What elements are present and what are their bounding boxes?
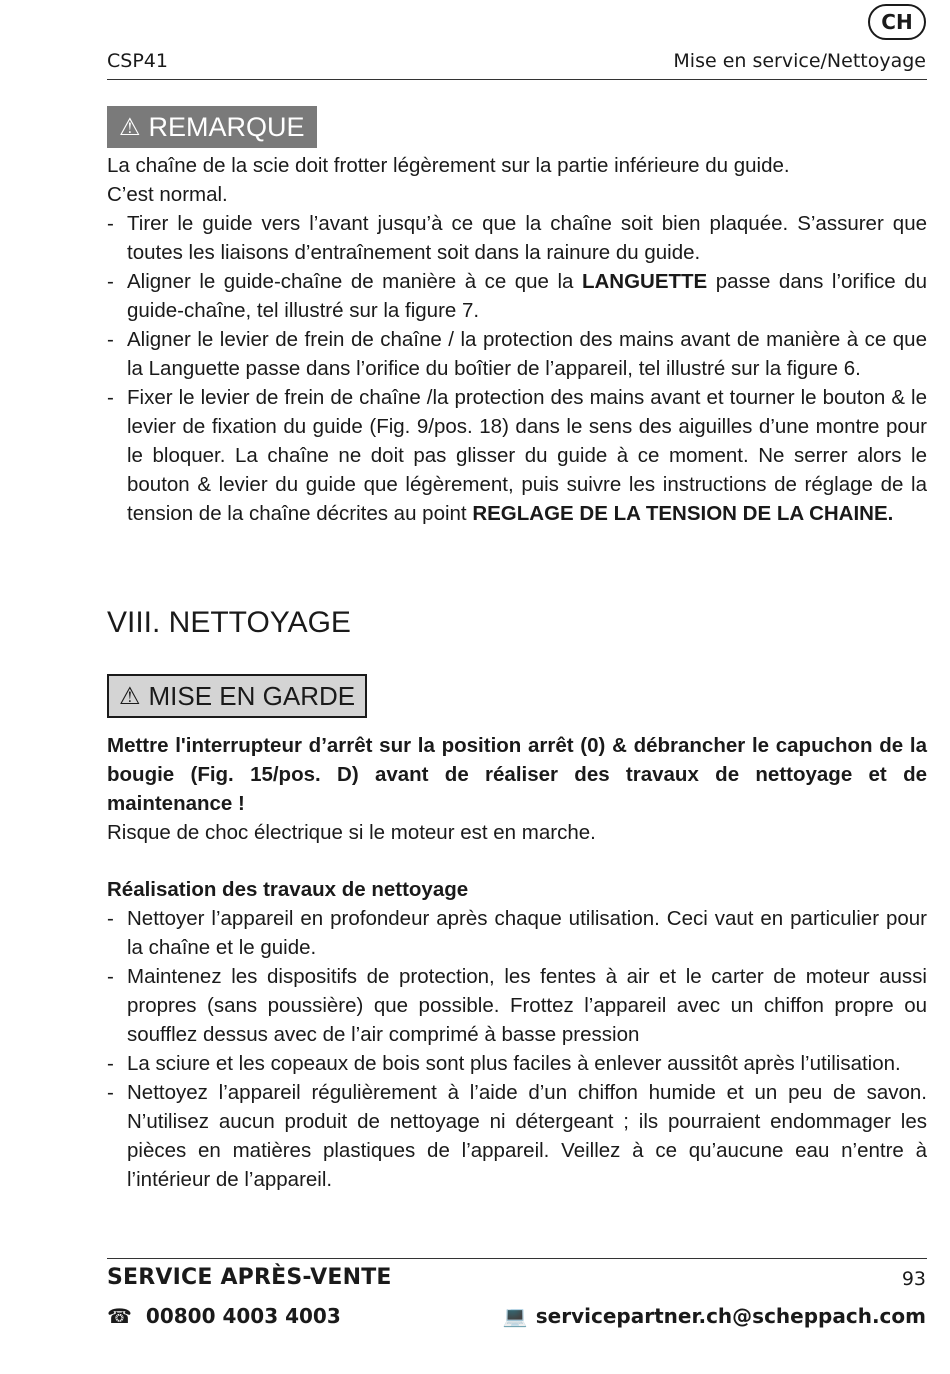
phone-number: 00800 4003 4003	[145, 1304, 341, 1328]
item-text: Aligner le guide-chaîne de manière à ce que la	[127, 270, 582, 293]
list-item	[107, 267, 927, 325]
list-item: - Nettoyez l’appareil régulièrement à l’aide d’un chiffon humide et un peu de savon. N’utilisez aucun produit de nettoyage ni détergeant ; ils pourraient endommager les pièces en matières plastiques de l’appareil. Veillez à ce qu’aucune eau n’entre à l’intérieur de l’appareil.	[107, 1078, 927, 1194]
warning-label-box	[107, 674, 367, 718]
remark-list	[107, 209, 927, 528]
item-text: passe dans l’orifice du guide-chaîne, tel illustré sur la figure 7.	[127, 270, 927, 322]
cleaning-section	[107, 875, 927, 1194]
email-address: servicepartner.ch@scheppach.com	[535, 1304, 926, 1328]
remark-label: REMARQUE	[148, 111, 305, 142]
list-item: - Tirer le guide vers l’avant jusqu’à ce que la chaîne soit bien plaquée. S’assurer que toutes les liaisons d’entraînement soit dans la rainure du guide.	[107, 209, 927, 267]
list-item: - Maintenez les dispositifs de protection, les fentes à air et le carter de moteur aussi propres (sans poussière) que possible. Frottez l’appareil avec un chiffon propre ou soufflez dessus avec de l’air comprimé à basse pression	[107, 962, 927, 1049]
laptop-icon: 💻	[502, 1304, 528, 1328]
phone-contact	[107, 1304, 341, 1328]
cleaning-list	[107, 904, 927, 1194]
item-bold-text: REGLAGE DE LA TENSION DE LA CHAINE.	[472, 502, 894, 525]
footer-title: SERVICE APRÈS-VENTE	[107, 1265, 392, 1290]
remark-intro-line-1: La chaîne de la scie doit frotter légèrement sur la partie inférieure du guide.	[107, 154, 790, 177]
item-bold-text: LANGUETTE	[581, 270, 708, 293]
warning-text: Risque de choc électrique si le moteur est en marche.	[107, 821, 596, 844]
warning-body	[107, 731, 927, 847]
remark-body	[107, 151, 927, 528]
header-rule	[107, 79, 927, 80]
section-name: Mise en service/Nettoyage	[673, 50, 926, 72]
list-item	[107, 383, 927, 528]
phone-icon: ☎	[107, 1304, 132, 1328]
remark-label-box	[107, 106, 317, 148]
model-name: CSP41	[107, 50, 168, 72]
warning-triangle-icon: ⚠	[119, 113, 141, 141]
item-text: Fixer le levier de frein de chaîne /la protection des mains avant et tourner le bouton & le levier de fixation du guide (Fig. 9/pos. 18) dans le sens des aiguilles d’une montre pour le bloquer. La chaîne ne doit pas glisser du guide à ce moment. Ne serrer alors le bouton & levier du guide que légèrement, puis suivre les instructions de réglage de la tension de la chaîne décrites au point	[127, 386, 927, 525]
list-item: - La sciure et les copeaux de bois sont plus faciles à enlever aussitôt après l’utilisation.	[107, 1049, 927, 1078]
cleaning-heading: Réalisation des travaux de nettoyage	[107, 878, 469, 901]
page-number: 93	[901, 1268, 926, 1290]
email-contact	[503, 1304, 926, 1328]
list-item: - Aligner le levier de frein de chaîne / la protection des mains avant de manière à ce que la Languette passe dans l’orifice du boîtier de l’appareil, tel illustré sur la figure 6.	[107, 325, 927, 383]
list-item: - Nettoyer l’appareil en profondeur après chaque utilisation. Ceci vaut en particulier pour la chaîne et le guide.	[107, 904, 927, 962]
country-badge: CH	[868, 4, 926, 40]
warning-bold-text: Mettre l'interrupteur d’arrêt sur la position arrêt (0) & débrancher le capuchon de la bougie (Fig. 15/pos. D) avant de réaliser des travaux de nettoyage et de maintenance !	[107, 734, 927, 815]
section-title: VIII. NETTOYAGE	[107, 606, 351, 639]
warning-triangle-icon: ⚠	[119, 682, 141, 710]
footer-rule	[107, 1258, 927, 1259]
warning-label: MISE EN GARDE	[148, 680, 356, 711]
remark-intro-line-2: C’est normal.	[107, 183, 228, 206]
